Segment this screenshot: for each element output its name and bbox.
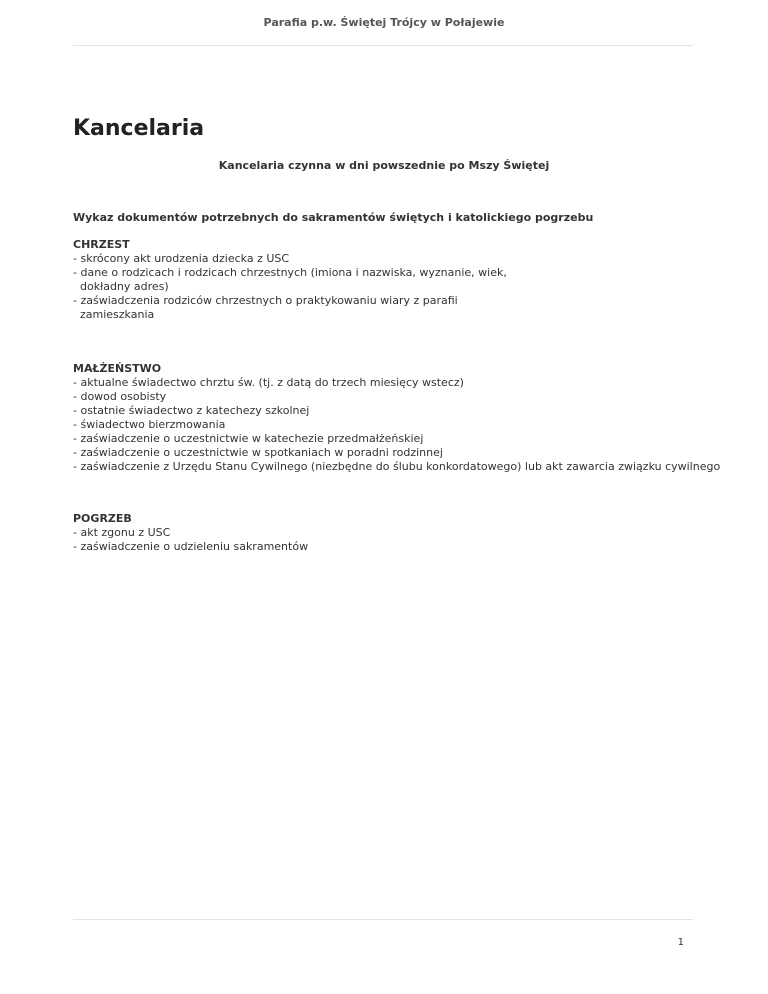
header-divider: [73, 45, 693, 46]
list-item: - zaświadczenie o udzieleniu sakramentów: [73, 540, 309, 553]
section-title-pogrzeb: POGRZEB: [73, 512, 132, 525]
section-malzenstwo: [73, 362, 721, 474]
list-item: - dane o rodzicach i rodzicach chrzestnych (imiona i nazwiska, wyznanie, wiek,: [73, 266, 507, 279]
section-chrzest: [73, 238, 713, 322]
list-item: - zaświadczenie z Urzędu Stanu Cywilnego (niezbędne do ślubu konkordatowego) lub akt zawarcia związku cywilnego: [73, 460, 721, 473]
list-item: - skrócony akt urodzenia dziecka z USC: [73, 252, 290, 265]
page-number: 1: [677, 937, 684, 948]
footer-divider: [73, 919, 693, 920]
list-item: - świadectwo bierzmowania: [73, 418, 226, 431]
section-title-malzenstwo: MAŁŻEŃSTWO: [73, 362, 162, 375]
list-item: - ostatnie świadectwo z katechezy szkolnej: [73, 404, 310, 417]
section-pogrzeb: [73, 512, 713, 554]
list-item: - aktualne świadectwo chrztu św. (tj. z datą do trzech miesięcy wstecz): [73, 376, 464, 389]
page-title: Kancelaria: [73, 116, 205, 141]
documents-list-heading: Wykaz dokumentów potrzebnych do sakramentów świętych i katolickiego pogrzebu: [73, 211, 594, 224]
list-item: dokładny adres): [73, 280, 169, 293]
list-item: - zaświadczenie o uczestnictwie w katechezie przedmałżeńskiej: [73, 432, 424, 445]
list-item: - zaświadczenie o uczestnictwie w spotkaniach w poradni rodzinnej: [73, 446, 443, 459]
office-hours-note: Kancelaria czynna w dni powszednie po Mszy Świętej: [218, 159, 550, 172]
list-item: zamieszkania: [73, 308, 155, 321]
section-title-chrzest: CHRZEST: [73, 238, 130, 251]
list-item: - zaświadczenia rodziców chrzestnych o praktykowaniu wiary z parafii: [73, 294, 458, 307]
list-item: - dowod osobisty: [73, 390, 167, 403]
site-header-title: Parafia p.w. Świętej Trójcy w Połajewie: [263, 16, 505, 29]
list-item: - akt zgonu z USC: [73, 526, 171, 539]
